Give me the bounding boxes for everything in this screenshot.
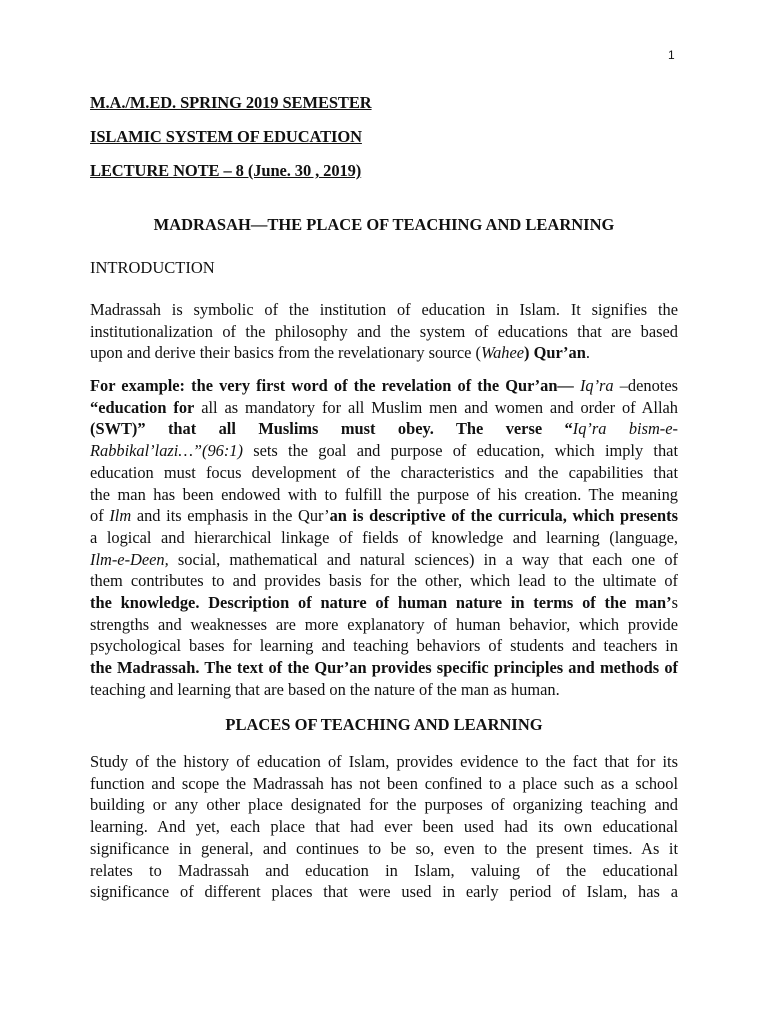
paragraph-places — [90, 751, 678, 903]
introduction-heading: INTRODUCTION — [90, 258, 215, 277]
paragraph-introduction — [90, 299, 678, 364]
italic-term: Ilm — [109, 506, 132, 526]
paragraph-line: strengths and weaknesses are more explanatory of human behavior, which provide — [90, 614, 678, 634]
page-number: 1 — [668, 48, 675, 62]
paragraph-example — [90, 375, 678, 701]
bold-term: For example: the very first word of the revelation of the Qur’an— — [90, 376, 580, 395]
italic-term: Wahee — [480, 343, 525, 363]
paragraph-line — [90, 342, 678, 364]
bold-term: (SWT)” that all Muslims must obey. The verse “ — [90, 419, 573, 439]
subject-heading: ISLAMIC SYSTEM OF EDUCATION — [90, 127, 362, 146]
paragraph-line — [90, 397, 678, 419]
text-run: –denotes — [613, 376, 678, 395]
paragraph-line — [90, 549, 678, 571]
text-run: all as mandatory for all Muslim men and women and order of Allah — [194, 397, 678, 417]
paragraph-line: them contributes to and provides basis for the other, which lead to the ultimate of — [90, 571, 678, 591]
paragraph-line: Study of the history of education of Islam, provides evidence to the fact that for its — [90, 752, 678, 771]
bold-term: “education for — [90, 397, 195, 417]
italic-term: Ilm-e-Deen, — [90, 549, 169, 569]
text-run: s — [671, 593, 678, 613]
paragraph-line: Madrassah is symbolic of the institution of education in Islam. It signifies the — [90, 300, 678, 319]
text-run: sets the goal and purpose of education, which imply that — [242, 441, 678, 461]
text-run: social, mathematical and natural sciences) in a way that each one of — [168, 549, 678, 569]
bold-term: an is descriptive of the curricula, which presents — [329, 506, 678, 526]
paragraph-line: institutionalization of the philosophy and the system of educations that are based — [90, 321, 678, 341]
italic-term: Rabbikal’lazi…”(96:1) — [90, 441, 243, 461]
text-run: upon and derive their basics from the revelationary source ( — [90, 343, 481, 363]
paragraph-line: a logical and hierarchical linkage of fields of knowledge and learning (language, — [90, 527, 678, 547]
paragraph-line: significance in general, and continues to be so, even to the present times. As it — [90, 838, 678, 858]
paragraph-line: building or any other place designated for the purposes of organizing teaching and — [90, 795, 678, 815]
paragraph-line: education must focus development of the characteristics and the capabilities that — [90, 462, 678, 482]
italic-term: Iq’ra — [579, 376, 614, 395]
paragraph-line: teaching and learning that are based on the nature of the man as human. — [90, 679, 560, 699]
text-run: of — [90, 506, 110, 526]
bold-term: the knowledge. Description of nature of human nature in terms of the man’ — [90, 593, 672, 613]
bold-term: ) Qur’an — [524, 343, 586, 363]
paragraph-line — [90, 375, 678, 397]
lecture-heading: LECTURE NOTE – 8 (June. 30 , 2019) — [90, 161, 362, 180]
course-heading: M.A./M.ED. SPRING 2019 SEMESTER — [90, 93, 372, 112]
paragraph-line: the Madrassah. The text of the Qur’an provides specific principles and methods of — [90, 658, 678, 678]
paragraph-line: function and scope the Madrassah has not been confined to a place such as a school — [90, 773, 678, 793]
paragraph-line — [90, 592, 678, 614]
paragraph-line: psychological bases for learning and teaching behaviors of students and teachers in — [90, 636, 678, 656]
paragraph-line: learning. And yet, each place that had ever been used had its own educational — [90, 817, 678, 837]
document-title: MADRASAH—THE PLACE OF TEACHING AND LEARNING — [153, 215, 615, 234]
paragraph-line: relates to Madrassah and education in Islam, valuing of the educational — [90, 860, 678, 880]
paragraph-line — [90, 505, 678, 527]
paragraph-line: the man has been endowed with to fulfill the purpose of his creation. The meaning — [90, 484, 678, 504]
text-run: and its emphasis in the Qur’ — [131, 506, 330, 526]
paragraph-line — [90, 418, 678, 440]
paragraph-line — [90, 440, 678, 462]
text-run: . — [585, 343, 590, 363]
italic-term: Iq’ra bism-e- — [572, 419, 678, 439]
paragraph-line: significance of different places that were used in early period of Islam, has a — [90, 882, 678, 902]
section-heading: PLACES OF TEACHING AND LEARNING — [225, 715, 543, 734]
